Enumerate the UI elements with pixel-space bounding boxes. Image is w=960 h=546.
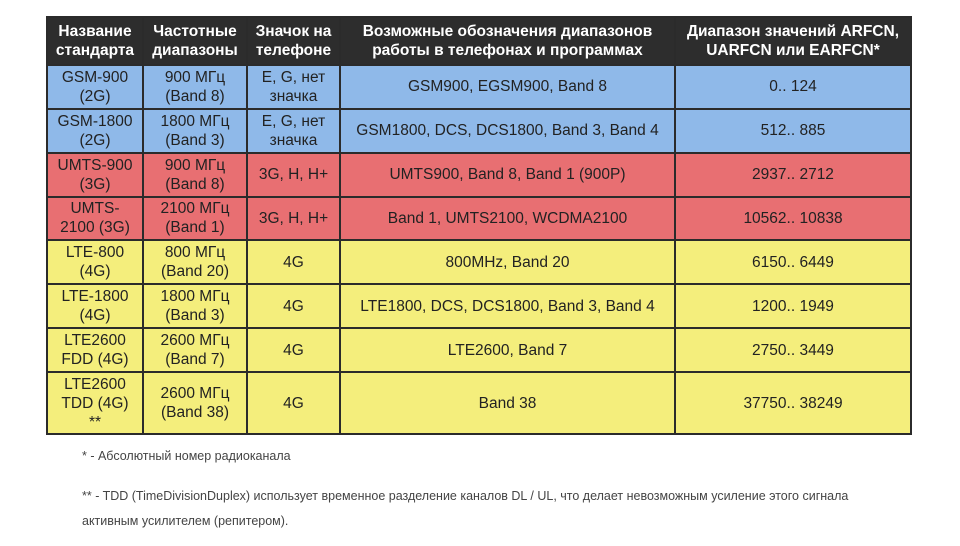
table-row (47, 240, 911, 284)
cell-line: (Band 3) (165, 131, 225, 149)
standard-cell (47, 109, 143, 153)
standard-cell (47, 197, 143, 241)
cell-line: 2600 МГц (160, 332, 230, 350)
cell-line: E, G, нет (261, 68, 326, 86)
cell-line: (3G) (79, 175, 111, 193)
frequency-cell (143, 240, 247, 284)
phone-icon-cell (247, 197, 340, 241)
column-header (675, 17, 911, 65)
cell-line: 900 МГц (164, 68, 226, 86)
table-header-row (47, 17, 911, 65)
band-names-cell: Band 1, UMTS2100, WCDMA2100 (340, 197, 675, 241)
cell-line: значка (269, 131, 318, 149)
table-body (47, 65, 911, 434)
phone-icon-cell (247, 372, 340, 434)
cell-line: LTE-1800 (61, 288, 129, 306)
standard-cell (47, 328, 143, 372)
table-row (47, 65, 911, 109)
cell-line: (Band 3) (165, 307, 225, 325)
cell-line: 2100 (3G) (60, 219, 130, 237)
frequency-cell (143, 372, 247, 434)
frequency-cell (143, 153, 247, 197)
band-names-cell: UMTS900, Band 8, Band 1 (900P) (340, 153, 675, 197)
cell-line: Значок на (255, 23, 332, 40)
column-header (143, 17, 247, 65)
phone-icon-cell (247, 65, 340, 109)
cell-line: (Band 20) (160, 263, 230, 281)
cell-line: Название (58, 23, 132, 40)
cell-line: 800 МГц (164, 244, 226, 262)
cell-line: LTE-800 (65, 244, 125, 262)
standard-cell (47, 65, 143, 109)
cell-line: FDD (4G) (61, 351, 129, 369)
cell-line: 900 МГц (164, 156, 226, 174)
cell-line: телефоне (255, 42, 332, 59)
cell-line: 4G (283, 297, 304, 315)
cell-line: ** (88, 413, 102, 431)
phone-icon-cell (247, 240, 340, 284)
cell-line: 2600 МГц (160, 385, 230, 402)
cell-line: (Band 8) (165, 87, 225, 105)
frequency-cell (143, 109, 247, 153)
channel-range-cell: 10562.. 10838 (675, 197, 911, 241)
channel-range-cell: 2750.. 3449 (675, 328, 911, 372)
phone-icon-cell (247, 328, 340, 372)
phone-icon-cell (247, 284, 340, 328)
band-names-cell: GSM900, EGSM900, Band 8 (340, 65, 675, 109)
phone-icon-cell (247, 153, 340, 197)
bands-table (46, 16, 912, 435)
table-row (47, 153, 911, 197)
frequency-cell (143, 284, 247, 328)
channel-range-cell: 1200.. 1949 (675, 284, 911, 328)
cell-line: Диапазон значений ARFCN, (686, 23, 899, 40)
cell-line: Возможные обозначения диапазонов (362, 23, 653, 40)
standard-cell (47, 240, 143, 284)
frequency-cell (143, 328, 247, 372)
footnote-arfcn: * - Абсолютный номер радиоканала (82, 449, 291, 463)
band-names-cell: GSM1800, DCS, DCS1800, Band 3, Band 4 (340, 109, 675, 153)
cell-line: 4G (283, 341, 304, 359)
cell-line: работы в телефонах и программах (372, 42, 643, 59)
cell-line: UMTS-900 (57, 156, 133, 174)
cell-line: 3G, H, H+ (258, 166, 329, 184)
table-row (47, 197, 911, 241)
column-header (47, 17, 143, 65)
cell-line: LTE2600 (64, 332, 126, 350)
column-header (340, 17, 675, 65)
table-row (47, 284, 911, 328)
cell-line: GSM-900 (61, 68, 129, 86)
table-row (47, 372, 911, 434)
cell-line: 3G, H, H+ (258, 209, 329, 227)
cell-line: Частотные (153, 23, 237, 40)
channel-range-cell: 2937.. 2712 (675, 153, 911, 197)
footnote-tdd: ** - TDD (TimeDivisionDuplex) использует временное разделение каналов DL / UL, что делает невозможным усиление этого сигнала активным усилителем (репитером). (82, 489, 849, 528)
cell-line: TDD (4G) (61, 394, 129, 412)
channel-range-cell: 37750.. 38249 (675, 372, 911, 434)
frequency-cell (143, 197, 247, 241)
cell-line: (Band 8) (165, 175, 225, 193)
cell-line: 4G (283, 253, 304, 271)
cell-line: (2G) (79, 87, 111, 105)
cell-line: (Band 1) (165, 219, 225, 237)
cell-line: (Band 38) (160, 404, 230, 421)
cell-line: стандарта (55, 42, 135, 59)
band-names-cell: Band 38 (340, 372, 675, 434)
column-header (247, 17, 340, 65)
cell-line: (4G) (79, 263, 111, 281)
cell-line: E, G, нет (261, 112, 326, 130)
standard-cell (47, 153, 143, 197)
cell-line: 2100 МГц (160, 200, 230, 218)
cell-line: значка (269, 87, 318, 105)
cell-line: UMTS- (70, 200, 120, 218)
cell-line: 1800 МГц (160, 288, 230, 306)
cell-line: (Band 7) (165, 351, 225, 369)
table-row (47, 328, 911, 372)
cell-line: (4G) (79, 307, 111, 325)
cell-line: GSM-1800 (57, 112, 133, 130)
band-names-cell: LTE1800, DCS, DCS1800, Band 3, Band 4 (340, 284, 675, 328)
channel-range-cell: 0.. 124 (675, 65, 911, 109)
channel-range-cell: 6150.. 6449 (675, 240, 911, 284)
standard-cell (47, 372, 143, 434)
cell-line: диапазоны (152, 42, 238, 59)
channel-range-cell: 512.. 885 (675, 109, 911, 153)
standard-cell (47, 284, 143, 328)
cell-line: UARFCN или EARFCN* (706, 42, 880, 59)
cell-line: (2G) (79, 131, 111, 149)
band-names-cell: LTE2600, Band 7 (340, 328, 675, 372)
cell-line: 4G (283, 394, 304, 412)
cell-line: LTE2600 (64, 375, 126, 393)
cell-line: 1800 МГц (160, 112, 230, 130)
table-row (47, 109, 911, 153)
frequency-cell (143, 65, 247, 109)
band-names-cell: 800MHz, Band 20 (340, 240, 675, 284)
phone-icon-cell (247, 109, 340, 153)
